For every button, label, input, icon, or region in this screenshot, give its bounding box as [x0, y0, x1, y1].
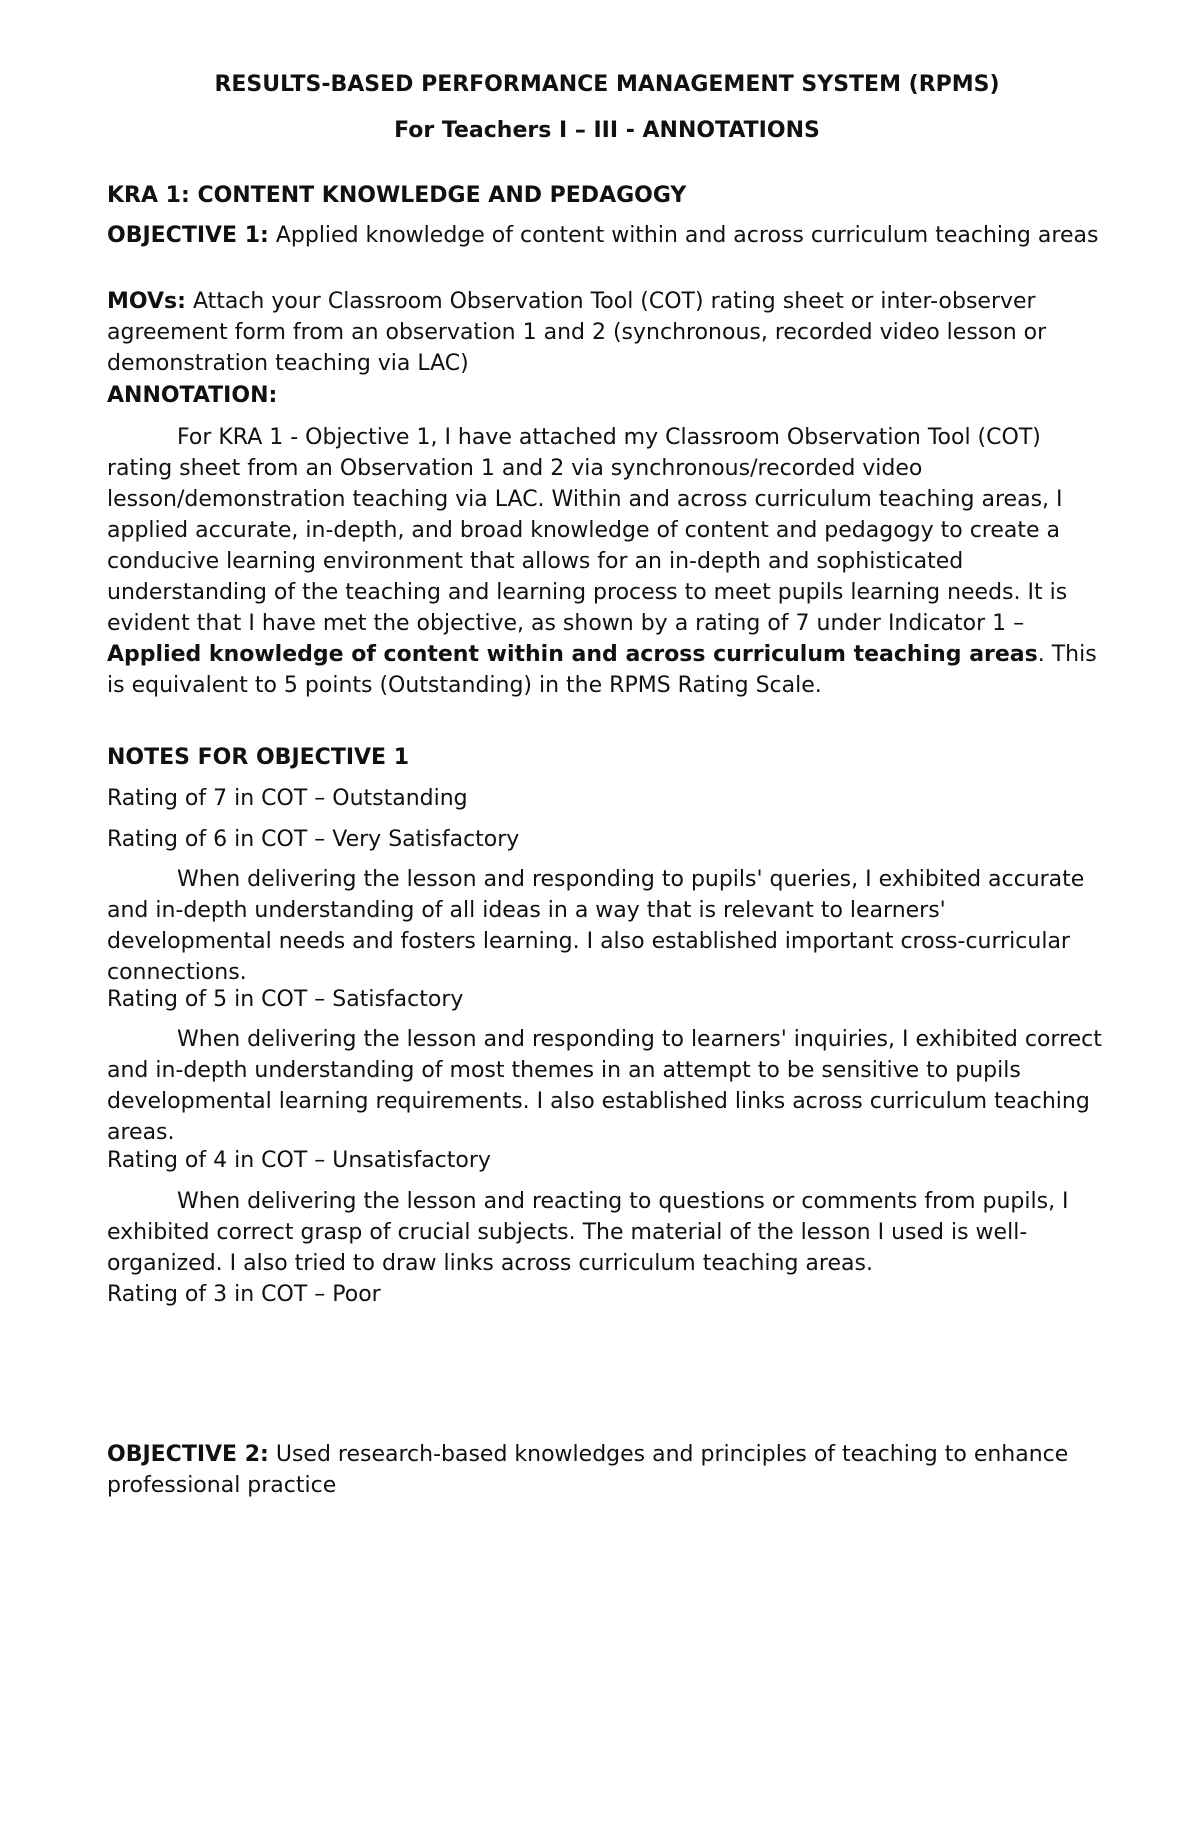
annotation-indicator-bold: Applied knowledge of content within and across curriculum teaching areas: [107, 642, 1038, 667]
objective1-text: Applied knowledge of content within and across curriculum teaching areas: [275, 223, 1099, 248]
annotation-paragraph: [107, 422, 1107, 701]
movs-paragraph: [107, 286, 1107, 379]
rating4-label: Rating of 4 in COT – Unsatisfactory: [107, 1148, 491, 1173]
annotation-label: ANNOTATION:: [107, 383, 278, 408]
annotation-text-before: For KRA 1 - Objective 1, I have attached my Classroom Observation Tool (COT) rating sheet from an Observation 1 and 2 via synchronous/recorded video lesson/demonstration teaching via LAC. Within and across curriculum teaching areas, I applied accurate, in-depth, and broad knowledge of content and pedagogy to create a conducive learning environment that allows for an in-depth and sophisticated understanding of the teaching and learning process to meet pupils learning needs. It is evident that I have met the objective, as shown by a rating of 7 under Indicator 1 –: [107, 425, 1068, 636]
objective2-label: OBJECTIVE 2:: [107, 1442, 269, 1467]
rating7-label: Rating of 7 in COT – Outstanding: [107, 786, 468, 811]
document-title: RESULTS-BASED PERFORMANCE MANAGEMENT SYSTEM (RPMS): [214, 72, 1000, 97]
kra1-heading: KRA 1: CONTENT KNOWLEDGE AND PEDAGOGY: [107, 183, 687, 208]
objective2-text: Used research-based knowledges and principles of teaching to enhance professional practice: [107, 1442, 1069, 1498]
movs-text: Attach your Classroom Observation Tool (COT) rating sheet or inter-observer agreement form from an observation 1 and 2 (synchronous, recorded video lesson or demonstration teaching via LAC): [107, 289, 1047, 376]
rating6-description: When delivering the lesson and responding to pupils' queries, I exhibited accurate and in-depth understanding of all ideas in a way that is relevant to learners' developmental needs and fosters learning. I also established important cross-curricular connections.: [107, 867, 1085, 985]
objective1-paragraph: [107, 220, 1107, 251]
rating3-label: Rating of 3 in COT – Poor: [107, 1282, 381, 1307]
movs-label: MOVs:: [107, 289, 186, 314]
annotation-text-after: . This is equivalent to 5 points (Outstanding) in the RPMS Rating Scale.: [107, 642, 1097, 698]
rating6-label: Rating of 6 in COT – Very Satisfactory: [107, 827, 520, 852]
objective2-paragraph: [107, 1439, 1107, 1501]
rating5-description: When delivering the lesson and responding to learners' inquiries, I exhibited correct and in-depth understanding of most themes in an attempt to be sensitive to pupils developmental learning requirements. I also established links across curriculum teaching areas.: [107, 1027, 1102, 1145]
rating5-label: Rating of 5 in COT – Satisfactory: [107, 987, 464, 1012]
rating4-description: When delivering the lesson and reacting to questions or comments from pupils, I exhibited correct grasp of crucial subjects. The material of the lesson I used is well-organized. I also tried to draw links across curriculum teaching areas.: [107, 1189, 1069, 1276]
document-subtitle: For Teachers I – III - ANNOTATIONS: [394, 118, 820, 143]
objective1-label: OBJECTIVE 1:: [107, 223, 269, 248]
notes-heading: NOTES FOR OBJECTIVE 1: [107, 745, 410, 770]
